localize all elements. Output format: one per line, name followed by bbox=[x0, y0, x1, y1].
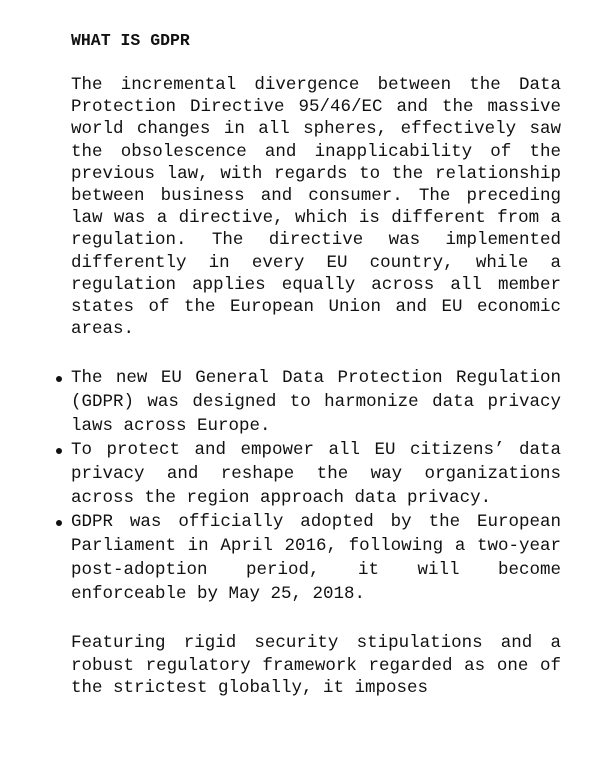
bullet-item bbox=[71, 510, 561, 606]
bullet-text: GDPR was officially adopted by the European Parliament in April 2016, following a two-year post-adoption period, it will become enforceable by May 25, 2018. bbox=[71, 512, 561, 605]
bullet-item bbox=[71, 438, 561, 510]
section-heading: WHAT IS GDPR bbox=[71, 31, 190, 50]
document-page bbox=[71, 30, 561, 699]
bullet-list bbox=[71, 366, 561, 606]
bullet-icon bbox=[56, 448, 62, 454]
bullet-text: To protect and empower all EU citizens’ data privacy and reshape the way organizations across the region approach data privacy. bbox=[71, 440, 561, 509]
bullet-icon bbox=[56, 376, 62, 382]
bullet-item bbox=[71, 366, 561, 438]
bullet-text: The new EU General Data Protection Regulation (GDPR) was designed to harmonize data privacy laws across Europe. bbox=[71, 368, 561, 437]
intro-paragraph: The incremental divergence between the Data Protection Directive 95/46/EC and the massive world changes in all spheres, effectively saw the obsolescence and inapplicability of the previous law, with regards to the relationship between business and consumer. The preceding law was a directive, which is different from a regulation. The directive was implemented differently in every EU country, while a regulation applies equally across all member states of the European Union and EU economic areas. bbox=[71, 75, 561, 340]
closing-paragraph: Featuring rigid security stipulations and a robust regulatory framework regarded as one of the strictest globally, it imposes bbox=[71, 633, 561, 698]
bullet-icon bbox=[56, 520, 62, 526]
